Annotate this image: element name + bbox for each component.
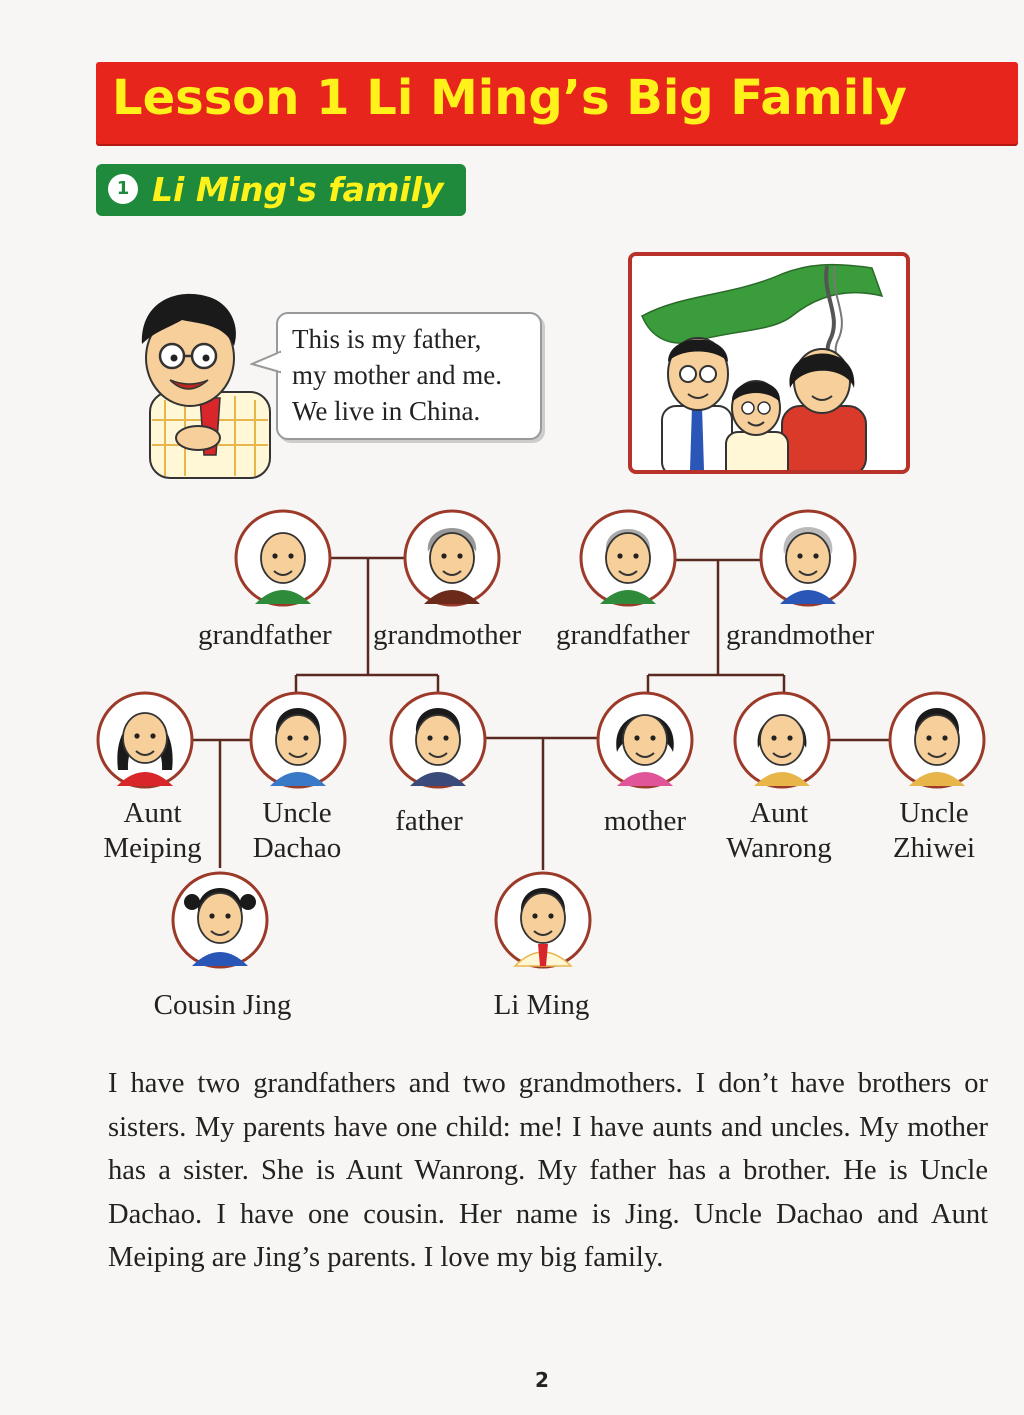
- mother-portrait: [598, 693, 692, 787]
- label-father: father: [395, 805, 463, 837]
- paternal-grandfather-portrait: [236, 511, 330, 605]
- label-paternal-grandfather: grandfather: [198, 619, 332, 651]
- label-uncle-dachao-line-1: Uncle: [262, 797, 332, 829]
- section-title: Li Ming's family: [152, 170, 444, 209]
- label-aunt-wanrong: [716, 796, 842, 866]
- label-aunt-meiping-line-1: Aunt: [123, 797, 182, 829]
- paternal-grandmother-portrait: [405, 511, 499, 605]
- li-ming-portrait: [496, 873, 590, 967]
- uncle-dachao-portrait: [251, 693, 345, 787]
- label-maternal-grandmother: grandmother: [726, 619, 875, 651]
- uncle-zhiwei-portrait: [890, 693, 984, 787]
- label-paternal-grandmother: grandmother: [373, 619, 522, 651]
- lesson-title: Lesson 1 Li Ming’s Big Family: [112, 70, 907, 126]
- label-uncle-zhiwei-line-2: Zhiwei: [892, 832, 976, 864]
- section-number-badge: 1: [108, 174, 138, 204]
- label-aunt-wanrong-line-1: Aunt: [750, 797, 808, 829]
- label-uncle-dachao-line-2: Dachao: [252, 832, 342, 864]
- label-maternal-grandfather: grandfather: [556, 619, 690, 651]
- label-uncle-zhiwei: [884, 796, 984, 866]
- label-uncle-zhiwei-line-1: Uncle: [899, 797, 969, 829]
- label-uncle-dachao: [242, 796, 352, 866]
- speech-line-2: my mother and me.: [292, 360, 502, 390]
- page-number: 2: [535, 1368, 549, 1392]
- maternal-grandmother-portrait: [761, 511, 855, 605]
- label-aunt-meiping: [95, 796, 210, 866]
- cousin-jing-portrait: [173, 873, 267, 967]
- father-portrait: [391, 693, 485, 787]
- maternal-grandfather-portrait: [581, 511, 675, 605]
- label-aunt-meiping-line-2: Meiping: [103, 832, 202, 864]
- story-paragraph: I have two grandfathers and two grandmothers. I don’t have brothers or sisters. My parents have one child: me! I have aunts and uncles. My mother has a sister. She is Aunt Wanrong. My father has a brother. He is Uncle Dachao. I have one cousin. Her name is Jing. Uncle Dachao and Aunt Meiping are Jing’s parents. I love my big family.: [108, 1068, 988, 1273]
- speech-line-3: We live in China.: [292, 396, 481, 426]
- aunt-meiping-portrait: [98, 693, 192, 787]
- speech-line-1: This is my father,: [292, 324, 482, 354]
- label-cousin-jing: Cousin Jing: [153, 989, 292, 1021]
- label-aunt-wanrong-line-2: Wanrong: [726, 832, 832, 864]
- aunt-wanrong-portrait: [735, 693, 829, 787]
- label-li-ming: Li Ming: [493, 989, 590, 1021]
- label-mother: mother: [603, 805, 687, 837]
